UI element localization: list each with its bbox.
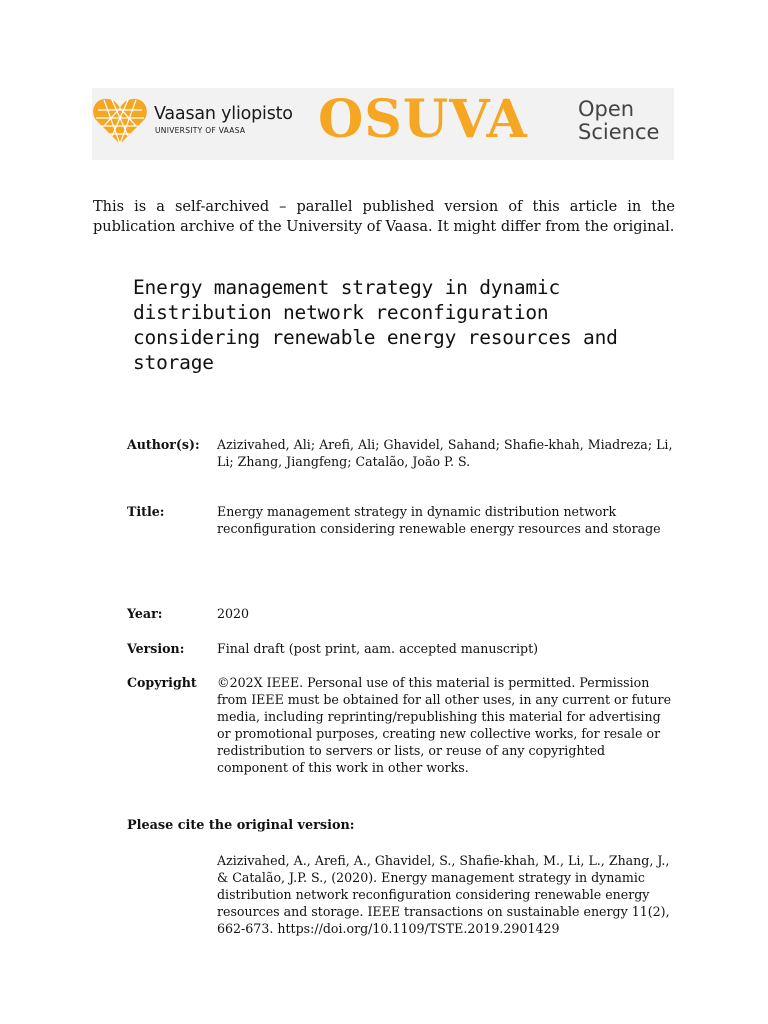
university-subtitle: UNIVERSITY OF VAASA [155,126,246,135]
open-science-line1: Open [578,97,635,121]
copyright-label: Copyright [127,675,197,690]
citation-text: Azizivahed, A., Arefi, A., Ghavidel, S., Shafie-khah, M., Li, L., Zhang, J., & Catalão, J.P. S., (2020). Energy management strategy in dynamic distribution network reconfiguration considering renewable energy resources and storage. IEEE transactions on sustainable energy 11(2), 662-673. https://doi.org/10.1109/TSTE.2019.2901429 [217,853,670,936]
osuva-logo-text: OSUVA [318,89,528,150]
authors-label: Author(s): [127,437,200,452]
title-value: Energy management strategy in dynamic distribution network reconfiguration considering renewable energy resources and storage [217,504,661,536]
year-label: Year: [127,606,163,621]
year-value: 2020 [217,606,250,621]
title-label: Title: [127,504,165,519]
version-label: Version: [127,641,185,656]
article-title: Energy management strategy in dynamic distribution network reconfiguration considering renewable energy resources and storage [133,276,618,374]
copyright-value: ©202X IEEE. Personal use of this material is permitted. Permission from IEEE must be obtained for all other uses, in any current or future media, including reprinting/republishing this material for advertising or promotional purposes, creating new collective works, for resale or redistribution to servers or lists, or reuse of any copyrighted component of this work in other works. [217,675,672,775]
authors-value: Azizivahed, Ali; Arefi, Ali; Ghavidel, Sahand; Shafie-khah, Miadreza; Li, Li; Zhang, Jiangfeng; Catalão, João P. S. [217,437,673,469]
version-value: Final draft (post print, aam. accepted manuscript) [217,641,539,656]
university-name: Vaasan yliopisto [154,104,293,124]
archive-disclaimer: This is a self-archived – parallel published version of this article in the publication archive of the University of Vaasa. It might differ from the original. [93,199,675,235]
heart-logo-icon [92,96,148,146]
cite-heading: Please cite the original version: [127,818,355,833]
open-science-text [578,98,659,144]
header-banner [92,88,674,160]
open-science-line2: Science [578,120,660,144]
